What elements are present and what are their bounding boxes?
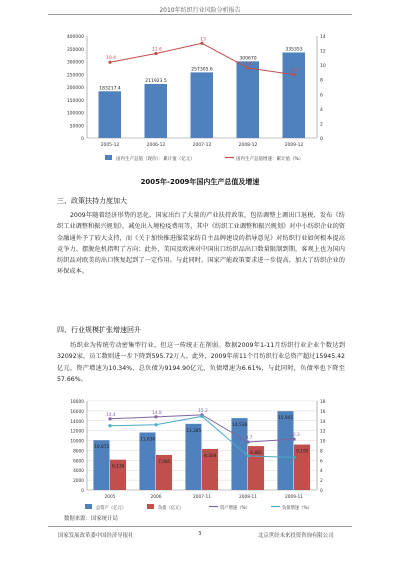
section3-text: 2009年随着经济形势的恶化，国家出台了大量的产业扶持政策，包括调整上调出口退税、发布《纺织工业调整和振兴规划》，减免出入境检疫费用等，其中《纺织工业调整和振兴规划》对中小纺织企业的资金融通外予了较大支持，而《关于加快推进服装家纺自主品牌建设的指导意见》对纺织行业如何根本提高竞争力、摆脱危机指明了方向；此外，美国及欧洲对中国出口纺织品出口数量限制到期，客观上也为国内纺织品对欧美的出口恢复起到了一定作用。与此同时，国家产能政策要求进一步提高，加大了纺织企业的环保成本。 xyxy=(57,212,345,276)
c2-y-tick-label: 4000 xyxy=(73,469,84,475)
c2-y-tick-label: 8000 xyxy=(73,449,84,455)
c2-y-tick-label: 18000 xyxy=(70,400,84,405)
c2-line-point xyxy=(292,456,295,459)
c1-bar xyxy=(145,84,168,138)
c2-bar xyxy=(231,418,247,490)
c2-y2-tick-label: 14 xyxy=(320,419,326,425)
page-header-title: 2010年纺织行业风险分析报告 xyxy=(159,7,241,14)
c1-bar xyxy=(237,61,260,138)
gdp-chart xyxy=(55,28,345,168)
c2-x-tick-label: 2009-11 xyxy=(285,495,303,500)
c1-bar-data-label: 335353 xyxy=(285,47,303,53)
c1-y-tick-label: 50000 xyxy=(69,124,84,130)
c2-y-tick-label: 10000 xyxy=(70,439,84,445)
section4-heading: 四、行业规模扩张增速回升 xyxy=(57,326,141,334)
section4-paragraph xyxy=(57,340,345,385)
footer-left: 国家发展改革委中国经济导报社 xyxy=(58,533,134,539)
c2-y2-tick-label: 0 xyxy=(320,489,323,494)
c2-legend-label: 负债（亿元） xyxy=(158,506,184,511)
c1-line-data-label: 8.7 xyxy=(291,68,299,74)
c1-legend-label: 国内生产总值（现价）：累计值（亿元） xyxy=(116,157,195,162)
c2-bar-data-label: 11,636 xyxy=(140,437,156,443)
c1-y2-tick-label: 2 xyxy=(320,122,323,128)
c2-y-tick-label: 0 xyxy=(81,489,84,494)
c2-y2-tick-label: 2 xyxy=(320,479,323,485)
source-note: 数据来源：国家统计局 xyxy=(64,516,118,522)
c2-y2-tick-label: 8 xyxy=(320,449,323,455)
c2-line-data-label: 10.3 xyxy=(290,433,300,439)
c2-bar-data-label: 9,195 xyxy=(296,449,309,455)
c1-line-data-label: 9.6 xyxy=(245,62,253,68)
c1-x-tick-label: 2005-12 xyxy=(100,143,120,148)
c1-y-tick-label: 100000 xyxy=(66,111,84,117)
c2-legend-label: 资产增速（%） xyxy=(220,506,250,511)
c1-y-tick-label: 350000 xyxy=(66,47,84,53)
c1-y-tick-label: 200000 xyxy=(66,86,84,91)
c1-y2-tick-label: 6 xyxy=(320,93,323,99)
c1-bar-data-label: 211923.5 xyxy=(145,78,167,84)
c2-y-tick-label: 6000 xyxy=(73,459,84,465)
c2-y-tick-label: 14000 xyxy=(70,419,84,425)
header-divider xyxy=(48,14,352,15)
gdp-chart-svg xyxy=(55,28,345,168)
section3-paragraph xyxy=(57,210,345,278)
c2-bar-data-label: 14,538 xyxy=(232,423,248,429)
c1-bar xyxy=(99,91,122,138)
c2-y-tick-label: 16000 xyxy=(70,409,84,415)
c2-x-tick-label: 2005 xyxy=(104,495,116,500)
c2-x-tick-label: 2008-11 xyxy=(239,495,257,500)
c1-bar-data-label: 257305.6 xyxy=(191,67,213,73)
c1-bar-data-label: 300670 xyxy=(239,56,257,62)
c1-line-data-label: 11.6 xyxy=(151,47,163,53)
c2-bar-data-label: 6,136 xyxy=(112,464,125,470)
c2-line-point xyxy=(154,423,157,426)
c2-line-data-label: 14.8 xyxy=(152,410,162,416)
c2-bar xyxy=(277,411,293,490)
c1-y2-tick-label: 12 xyxy=(320,49,326,55)
c2-legend-label: 负债增速（%） xyxy=(282,506,312,511)
c1-legend-label: 国内生产总值增速：累计值（%） xyxy=(236,157,304,162)
c2-line-point xyxy=(200,415,203,418)
c2-y-tick-label: 2000 xyxy=(73,479,84,485)
c1-legend-swatch xyxy=(105,155,112,160)
c2-bar-data-label: 8,304 xyxy=(204,453,217,459)
c2-bar-data-label: 15,945 xyxy=(278,416,294,422)
section3-heading: 三、政策扶持力度加大 xyxy=(57,197,127,205)
c1-x-tick-label: 2008-12 xyxy=(238,143,258,148)
c1-y2-tick-label: 8 xyxy=(320,78,323,84)
c2-line-data-label: 15.2 xyxy=(198,408,208,414)
footer-divider xyxy=(48,526,352,527)
c1-y-tick-label: 400000 xyxy=(66,35,84,40)
c2-bar-data-label: 13,385 xyxy=(186,428,202,434)
c1-y2-tick-label: 0 xyxy=(320,137,323,142)
c2-y2-tick-label: 18 xyxy=(320,400,326,405)
c1-line-data-label: 10.4 xyxy=(105,56,117,62)
c2-legend-swatch xyxy=(85,504,92,509)
c2-line-data-label: 14.4 xyxy=(106,412,116,418)
c2-bar-data-label: 8,881 xyxy=(250,451,263,457)
c1-y-tick-label: 150000 xyxy=(66,98,84,104)
c2-bar-data-label: 7,085 xyxy=(158,459,171,465)
c2-bar-data-label: 10,073 xyxy=(94,445,110,451)
c2-line-point xyxy=(246,454,249,457)
c1-bar xyxy=(283,52,306,138)
c1-x-tick-label: 2006-12 xyxy=(146,143,166,148)
c2-legend-swatch xyxy=(147,504,154,509)
c2-y2-tick-label: 16 xyxy=(320,409,326,415)
c1-bar xyxy=(191,72,214,138)
c1-y2-tick-label: 4 xyxy=(320,107,323,113)
c2-line-data-label: 9.7 xyxy=(245,436,253,442)
c2-x-tick-label: 2006 xyxy=(150,495,162,500)
c2-line-point xyxy=(108,424,111,427)
gdp-chart-title: 2005年-2009年国内生产总值及增速 xyxy=(140,178,260,186)
c1-y-tick-label: 0 xyxy=(81,137,84,142)
c2-y2-tick-label: 6 xyxy=(320,459,323,465)
c2-x-tick-label: 2007-11 xyxy=(193,495,211,500)
c2-y2-tick-label: 10 xyxy=(320,439,326,445)
c1-y-tick-label: 250000 xyxy=(66,73,84,79)
c2-y2-tick-label: 4 xyxy=(320,469,323,475)
c1-x-tick-label: 2007-12 xyxy=(192,143,212,148)
textile-assets-chart xyxy=(55,395,345,515)
c2-series-line xyxy=(110,415,294,442)
c2-y2-tick-label: 12 xyxy=(320,429,326,435)
textile-assets-chart-svg xyxy=(55,395,345,515)
c1-x-tick-label: 2009-12 xyxy=(284,143,304,148)
c1-y2-tick-label: 10 xyxy=(320,64,326,70)
c1-y2-tick-label: 14 xyxy=(320,35,326,40)
c2-legend-label: 总资产（亿元） xyxy=(96,506,127,511)
c2-y-tick-label: 12000 xyxy=(70,429,84,435)
c1-line-data-label: 13 xyxy=(200,37,206,43)
c1-y-tick-label: 300000 xyxy=(66,60,84,66)
footer-right: 北京世经未来投资咨询有限公司 xyxy=(258,533,334,539)
c1-bar-data-label: 183217.4 xyxy=(99,86,121,92)
section4-text: 纺织业为传统劳动密集型行业，但这一传统正在削弱。数据2009年1-11月纺织行业企业个数达到32092家，员工数则进一步下降到595.72万人。此外，2009年前11个月纺织行业总资产超过15945.42亿元，资产增速为10.34%，总负债为9194.90亿元，负债增速为6.61%，与此同时，负债率也下降至57.66%。 xyxy=(57,342,345,383)
footer-page-number: 3 xyxy=(198,531,202,537)
